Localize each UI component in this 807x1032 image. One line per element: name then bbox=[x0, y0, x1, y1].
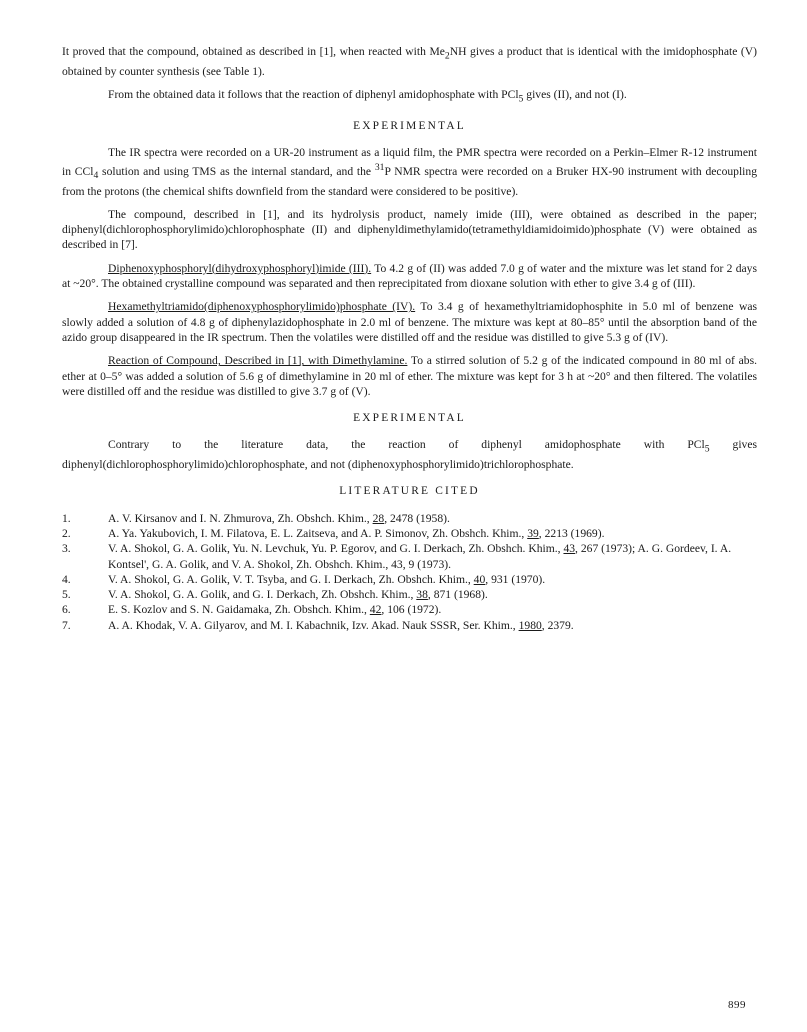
paragraph-dimethylamine-reaction: Reaction of Compound, Described in [1], with Dimethylamine. To a stirred solution of 5.2 g of the indicated compound in 80 ml of abs. ether at 0–5° was added a solution of 5.6 g of dimethylamine in 20 ml of ether. The mixture was kept for 3 h at ~20° and then filtered. The volatiles were distilled off and the residue was distilled to give 3.7 g of (V). bbox=[62, 354, 757, 398]
subsection-title: Reaction of Compound, Described in [1], with Dimethylamine. bbox=[108, 354, 408, 368]
paragraph-summary: Contrary to the literature data, the reaction of diphenyl amidophosphate with PCl$_5$ gives diphenyl(dichlorophosphorylimido)chlorophosphate, and not (diphenoxyphosphorylimido)trichlorophosphate. bbox=[62, 438, 757, 472]
paragraph-imide-synthesis: Diphenoxyphosphoryl(dihydroxyphosphoryl)imide (III). To 4.2 g of (II) was added 7.0 g of water and the mixture was let stand for 2 days at ~20°. The obtained crystalline compound was separated and then reprecipitated from dioxane solution with ether to give 3.4 g of (III). bbox=[62, 261, 757, 291]
reference-number: 5. bbox=[62, 588, 71, 602]
reference-item: 1. A. V. Kirsanov and I. N. Zhmurova, Zh. Obshch. Khim., 28, 2478 (1958). bbox=[62, 511, 450, 525]
reference-item: 3. V. A. Shokol, G. A. Golik, Yu. N. Levchuk, Yu. P. Egorov, and G. I. Derkach, Zh. Obshch. Khim., 43, 267 (1973); A. G. Gordeev, I. A. Kontsel', G. A. Golik, and V. A. Shokol, Zh. Obshch. Khim., 43, 9 (1973). bbox=[62, 542, 732, 571]
reference-number: 2. bbox=[62, 526, 71, 540]
section-heading-experimental-2: EXPERIMENTAL bbox=[353, 412, 466, 425]
reference-item: 6. E. S. Kozlov and S. N. Gaidamaka, Zh. Obshch. Khim., 42, 106 (1972). bbox=[62, 603, 442, 617]
volume-number: 42 bbox=[369, 603, 382, 617]
section-heading-literature: LITERATURE CITED bbox=[339, 485, 480, 498]
reference-item: 2. A. Ya. Yakubovich, I. M. Filatova, E. L. Zaitseva, and A. P. Simonov, Zh. Obshch. Khim., 39, 2213 (1969). bbox=[62, 526, 605, 540]
volume-number: 43 bbox=[563, 542, 576, 556]
reference-number: 6. bbox=[62, 603, 71, 617]
reference-item: 7. A. A. Khodak, V. A. Gilyarov, and M. I. Kabachnik, Izv. Akad. Nauk SSSR, Ser. Khim., 1980, 2379. bbox=[62, 618, 574, 632]
reference-item: 4. V. A. Shokol, G. A. Golik, V. T. Tsyba, and G. I. Derkach, Zh. Obshch. Khim., 40, 931 (1970). bbox=[62, 572, 546, 586]
paragraph-conclusion: From the obtained data it follows that the reaction of diphenyl amidophosphate with PCl$_5$ gives (II), and not (I). bbox=[108, 87, 627, 105]
page-number: 899 bbox=[728, 999, 746, 1011]
paragraph-compounds: The compound, described in [1], and its hydrolysis product, namely imide (III), were obtained as described in the paper; diphenyl(dichlorophosphorylimido)chlorophosphate (II) and diphenyldimethylamido(tetramethyldiamidoimido)phosphate (V) were obtained as described in [7]. bbox=[62, 207, 757, 252]
section-heading-experimental: EXPERIMENTAL bbox=[353, 119, 466, 132]
volume-number: 39 bbox=[527, 526, 539, 540]
paragraph-phosphate-synthesis: Hexamethyltriamido(diphenoxyphosphorylimido)phosphate (IV). To 3.4 g of hexamethyltriamidophosphite in 5.0 ml of benzene was slowly added a solution of 4.8 g of diphenylazidophosphate in 2.0 ml of benzene. The mixture was kept at 80–85° until the absorption band of the azido group disappeared in the IR spectrum. Then the volatiles were distilled off and the residue was distilled to give 5.3 g of (IV). bbox=[62, 300, 757, 344]
volume-number: 40 bbox=[473, 572, 486, 586]
reference-number: 1. bbox=[62, 511, 71, 525]
reference-number: 7. bbox=[62, 618, 71, 632]
paragraph-spectra: The IR spectra were recorded on a UR-20 instrument as a liquid film, the PMR spectra were recorded on a Perkin–Elmer R-12 instrument in CCl$_4$ solution and using TMS as the internal standard, and the $^{31}$P NMR spectra were recorded on a Bruker HX-90 instrument with decoupling from the protons (the chemical shifts downfield from the standard were considered to be positive). bbox=[62, 145, 757, 198]
subsection-title: Hexamethyltriamido(diphenoxyphosphorylimido)phosphate (IV). bbox=[108, 300, 416, 314]
subsection-title: Diphenoxyphosphoryl(dihydroxyphosphoryl)imide (III). bbox=[108, 261, 372, 275]
volume-number: 1980 bbox=[518, 618, 542, 632]
reference-number: 4. bbox=[62, 572, 71, 586]
volume-number: 28 bbox=[372, 511, 385, 525]
volume-number: 38 bbox=[416, 588, 428, 602]
reference-item: 5. V. A. Shokol, G. A. Golik, and G. I. Derkach, Zh. Obshch. Khim., 38, 871 (1968). bbox=[62, 588, 488, 602]
page-body bbox=[62, 44, 757, 633]
paragraph-intro: It proved that the compound, obtained as described in [1], when reacted with $Me_2NH$ gives a product that is identical with the imidophosphate (V) obtained by counter synthesis (see Table 1). bbox=[62, 45, 757, 78]
reference-list bbox=[62, 511, 757, 633]
reference-number: 3. bbox=[62, 542, 71, 556]
